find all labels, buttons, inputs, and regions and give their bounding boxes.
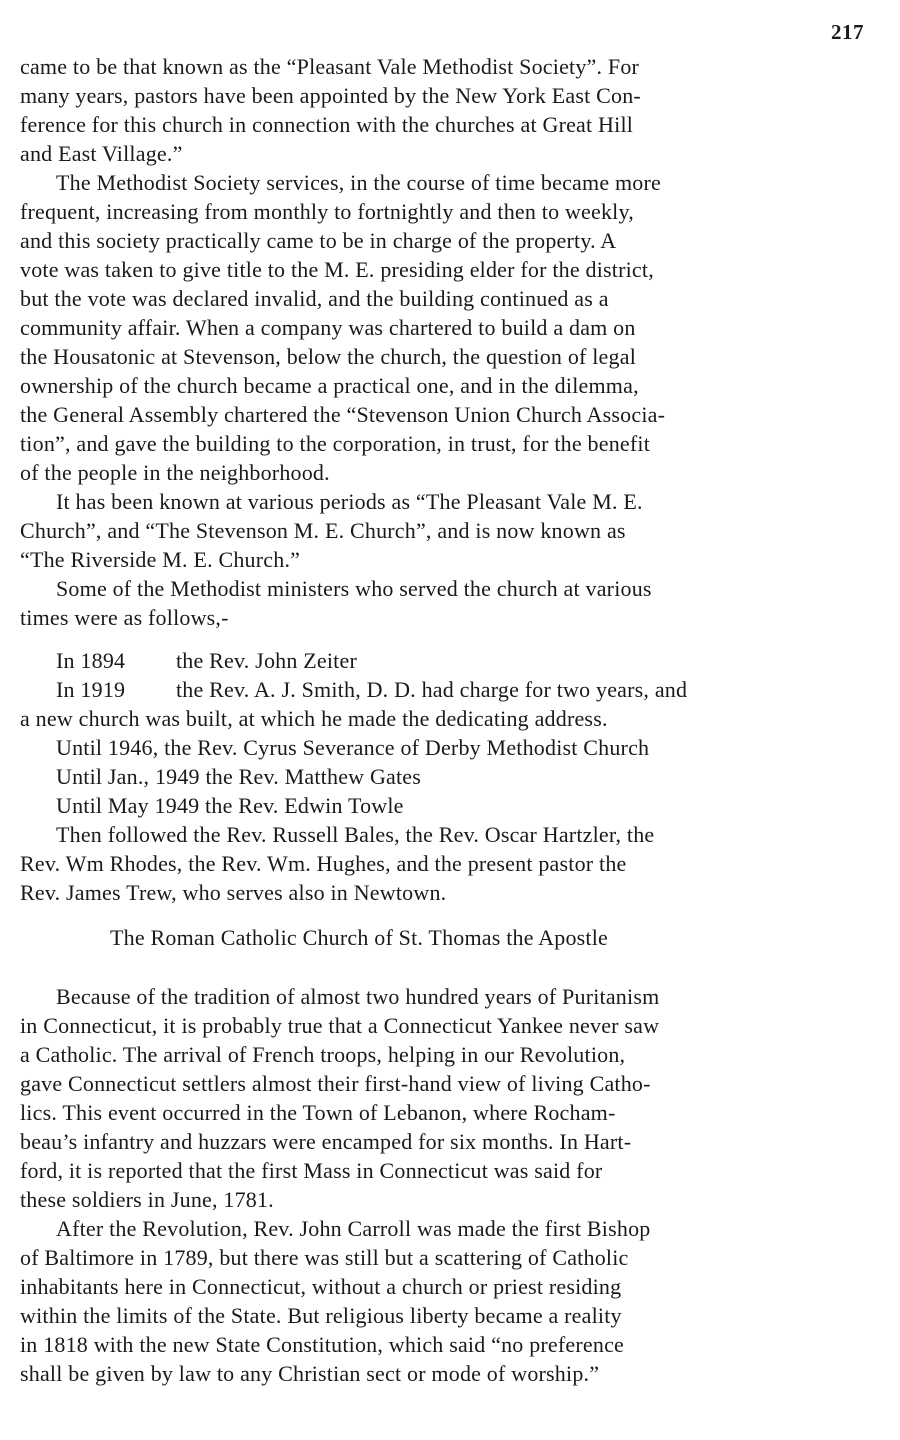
text-line: ownership of the church became a practical one, and in the dilemma, [20, 373, 639, 398]
text-line: ference for this church in connection with the churches at Great Hill [20, 112, 634, 137]
text-line: It has been known at various periods as “The Pleasant Vale M. E. [56, 489, 643, 514]
minister-year: In 1894 [56, 648, 126, 673]
text-line: of Baltimore in 1789, but there was still but a scattering of Catholic [20, 1245, 629, 1270]
minister-entry [20, 675, 892, 704]
text-line: many years, pastors have been appointed by the New York East Con- [20, 83, 641, 108]
minister-year: In 1919 [56, 677, 126, 702]
text-line: Because of the tradition of almost two hundred years of Puritanism [56, 984, 660, 1009]
text-line: and this society practically came to be in charge of the property. A [20, 228, 617, 253]
minister-entry: Until May 1949 the Rev. Edwin Towle [56, 793, 404, 818]
text-line: The Methodist Society services, in the course of time became more [56, 170, 661, 195]
page-number: 217 [831, 20, 864, 44]
paragraph-puritanism [20, 982, 892, 1214]
spacer [20, 632, 892, 646]
minister-entry: Until 1946, the Rev. Cyrus Severance of Derby Methodist Church [56, 735, 650, 760]
minister-text: the Rev. A. J. Smith, D. D. had charge for two years, and [176, 677, 688, 702]
text-line: of the people in the neighborhood. [20, 460, 330, 485]
text-line: Rev. Wm Rhodes, the Rev. Wm. Hughes, and the present pastor the [20, 851, 627, 876]
text-line: Then followed the Rev. Russell Bales, the Rev. Oscar Hartzler, the [56, 822, 655, 847]
text-line: the Housatonic at Stevenson, below the church, the question of legal [20, 344, 637, 369]
page-body [20, 52, 892, 1388]
text-line: Rev. James Trew, who serves also in Newtown. [20, 880, 447, 905]
spacer [20, 968, 892, 982]
text-line: gave Connecticut settlers almost their first-hand view of living Catho- [20, 1071, 651, 1096]
paragraph-ministers-intro [20, 574, 892, 632]
minister-text: the Rev. John Zeiter [176, 648, 357, 673]
text-line: beau’s infantry and huzzars were encamped for six months. In Hart- [20, 1129, 632, 1154]
text-line: vote was taken to give title to the M. E. presiding elder for the district, [20, 257, 654, 282]
text-line: Church”, and “The Stevenson M. E. Church”, and is now known as [20, 518, 626, 543]
text-line: shall be given by law to any Christian sect or mode of worship.” [20, 1361, 600, 1386]
text-line: within the limits of the State. But religious liberty became a reality [20, 1303, 622, 1328]
paragraph-pleasant-vale-society [20, 52, 892, 168]
text-line: times were as follows,- [20, 605, 229, 630]
spacer [20, 907, 892, 923]
paragraph-after-revolution [20, 1214, 892, 1388]
text-line: in 1818 with the new State Constitution, which said “no preference [20, 1332, 625, 1357]
section-heading: The Roman Catholic Church of St. Thomas the Apostle [110, 925, 609, 950]
text-line: and East Village.” [20, 141, 183, 166]
paragraph-methodist-society-services [20, 168, 892, 487]
text-line: these soldiers in June, 1781. [20, 1187, 274, 1212]
spacer [20, 952, 892, 968]
text-line: ford, it is reported that the first Mass in Connecticut was said for [20, 1158, 603, 1183]
paragraph-later-pastors [20, 820, 892, 907]
paragraph-church-names [20, 487, 892, 574]
text-line: in Connecticut, it is probably true that a Connecticut Yankee never saw [20, 1013, 660, 1038]
text-line: inhabitants here in Connecticut, without a church or priest residing [20, 1274, 622, 1299]
text-line: “The Riverside M. E. Church.” [20, 547, 301, 572]
text-line: a new church was built, at which he made the dedicating address. [20, 706, 608, 731]
text-line: frequent, increasing from monthly to fortnightly and then to weekly, [20, 199, 634, 224]
text-line: the General Assembly chartered the “Stevenson Union Church Associa- [20, 402, 666, 427]
text-line: Some of the Methodist ministers who served the church at various [56, 576, 652, 601]
text-line: a Catholic. The arrival of French troops, helping in our Revolution, [20, 1042, 626, 1067]
ministers-list [20, 646, 892, 820]
text-line: tion”, and gave the building to the corporation, in trust, for the benefit [20, 431, 651, 456]
minister-entry: Until Jan., 1949 the Rev. Matthew Gates [56, 764, 422, 789]
text-line: lics. This event occurred in the Town of Lebanon, where Rocham- [20, 1100, 616, 1125]
text-line: came to be that known as the “Pleasant Vale Methodist Society”. For [20, 54, 640, 79]
text-line: After the Revolution, Rev. John Carroll was made the first Bishop [56, 1216, 651, 1241]
text-line: community affair. When a company was chartered to build a dam on [20, 315, 636, 340]
minister-entry [20, 646, 892, 675]
text-line: but the vote was declared invalid, and the building continued as a [20, 286, 609, 311]
